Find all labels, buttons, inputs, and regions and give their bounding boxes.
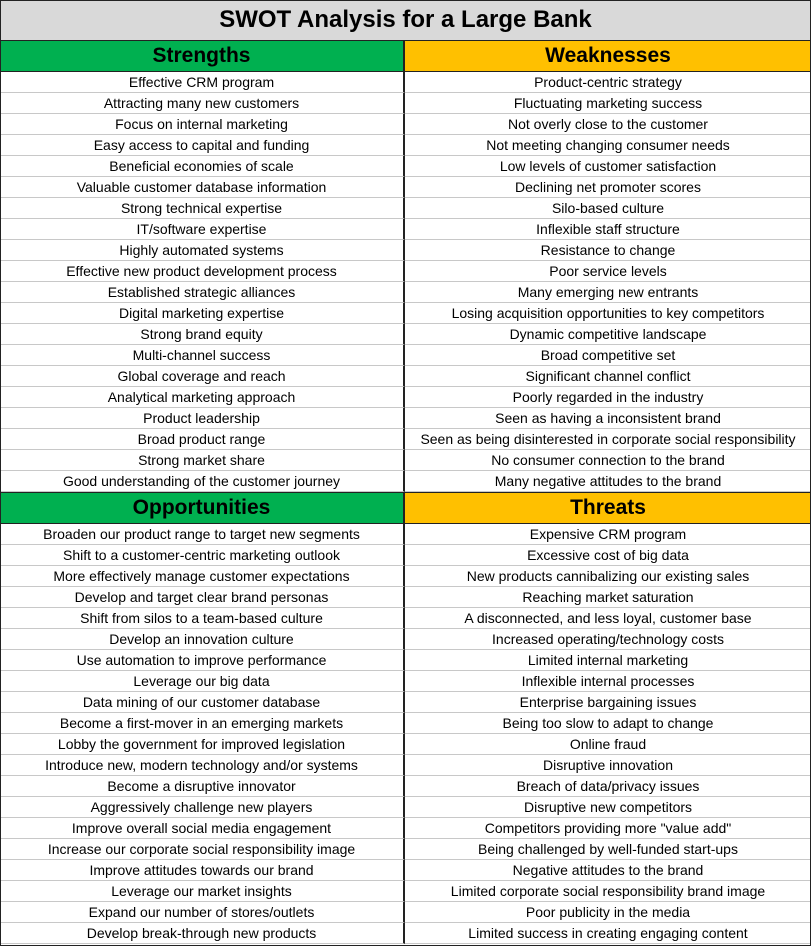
- weaknesses-item: Resistance to change: [405, 240, 811, 261]
- threats-item: Excessive cost of big data: [405, 545, 811, 566]
- table-row: [0, 650, 811, 671]
- opportunities-item: Aggressively challenge new players: [0, 797, 405, 818]
- opportunities-item: Introduce new, modern technology and/or systems: [0, 755, 405, 776]
- table-row: [0, 755, 811, 776]
- opportunities-item: Develop and target clear brand personas: [0, 587, 405, 608]
- table-row: [0, 198, 811, 219]
- weaknesses-item: Significant channel conflict: [405, 366, 811, 387]
- table-row: [0, 450, 811, 471]
- table-row: [0, 366, 811, 387]
- weaknesses-heading: Weaknesses: [405, 40, 811, 72]
- weaknesses-item: No consumer connection to the brand: [405, 450, 811, 471]
- table-row: [0, 776, 811, 797]
- table-row: [0, 524, 811, 545]
- strengths-item: Easy access to capital and funding: [0, 135, 405, 156]
- threats-item: Breach of data/privacy issues: [405, 776, 811, 797]
- table-row: [0, 471, 811, 492]
- table-row: [0, 429, 811, 450]
- threats-item: Limited corporate social responsibility brand image: [405, 881, 811, 902]
- threats-item: A disconnected, and less loyal, customer base: [405, 608, 811, 629]
- strengths-item: Beneficial economies of scale: [0, 156, 405, 177]
- page-title: SWOT Analysis for a Large Bank: [219, 6, 592, 33]
- table-row: [0, 408, 811, 429]
- strengths-item: Good understanding of the customer journey: [0, 471, 405, 492]
- weaknesses-item: Seen as having a inconsistent brand: [405, 408, 811, 429]
- strengths-item: IT/software expertise: [0, 219, 405, 240]
- table-row: [0, 713, 811, 734]
- opportunities-threats-list: [0, 524, 811, 944]
- strengths-item: Strong brand equity: [0, 324, 405, 345]
- threats-item: Reaching market saturation: [405, 587, 811, 608]
- opportunities-item: Improve attitudes towards our brand: [0, 860, 405, 881]
- weaknesses-item: Many emerging new entrants: [405, 282, 811, 303]
- weaknesses-item: Not overly close to the customer: [405, 114, 811, 135]
- table-row: [0, 219, 811, 240]
- table-row: [0, 261, 811, 282]
- strengths-item: Strong market share: [0, 450, 405, 471]
- opportunities-item: Develop break-through new products: [0, 923, 405, 944]
- threats-item: Being too slow to adapt to change: [405, 713, 811, 734]
- opportunities-item: Develop an innovation culture: [0, 629, 405, 650]
- table-row: [0, 156, 811, 177]
- table-row: [0, 545, 811, 566]
- threats-item: Limited success in creating engaging content: [405, 923, 811, 944]
- table-row: [0, 324, 811, 345]
- strengths-item: Effective CRM program: [0, 72, 405, 93]
- top-headers: [0, 40, 811, 72]
- title-bar: [0, 0, 811, 41]
- strengths-item: Analytical marketing approach: [0, 387, 405, 408]
- weaknesses-item: Not meeting changing consumer needs: [405, 135, 811, 156]
- table-row: [0, 902, 811, 923]
- strengths-item: Valuable customer database information: [0, 177, 405, 198]
- threats-item: Disruptive new competitors: [405, 797, 811, 818]
- weaknesses-item: Dynamic competitive landscape: [405, 324, 811, 345]
- strengths-item: Strong technical expertise: [0, 198, 405, 219]
- table-row: [0, 860, 811, 881]
- table-row: [0, 240, 811, 261]
- opportunities-item: Shift to a customer-centric marketing outlook: [0, 545, 405, 566]
- strengths-item: Broad product range: [0, 429, 405, 450]
- weaknesses-item: Silo-based culture: [405, 198, 811, 219]
- weaknesses-item: Inflexible staff structure: [405, 219, 811, 240]
- table-row: [0, 629, 811, 650]
- threats-item: Inflexible internal processes: [405, 671, 811, 692]
- weaknesses-item: Poorly regarded in the industry: [405, 387, 811, 408]
- table-row: [0, 692, 811, 713]
- table-row: [0, 839, 811, 860]
- table-row: [0, 72, 811, 93]
- table-row: [0, 797, 811, 818]
- strengths-item: Attracting many new customers: [0, 93, 405, 114]
- strengths-heading: Strengths: [0, 40, 405, 72]
- opportunities-item: Increase our corporate social responsibility image: [0, 839, 405, 860]
- threats-item: Limited internal marketing: [405, 650, 811, 671]
- threats-item: Increased operating/technology costs: [405, 629, 811, 650]
- opportunities-item: Expand our number of stores/outlets: [0, 902, 405, 923]
- strengths-item: Digital marketing expertise: [0, 303, 405, 324]
- opportunities-item: Use automation to improve performance: [0, 650, 405, 671]
- opportunities-item: Lobby the government for improved legislation: [0, 734, 405, 755]
- table-row: [0, 608, 811, 629]
- table-row: [0, 671, 811, 692]
- weaknesses-item: Fluctuating marketing success: [405, 93, 811, 114]
- bottom-headers: [0, 492, 811, 524]
- strengths-item: Product leadership: [0, 408, 405, 429]
- threats-item: Online fraud: [405, 734, 811, 755]
- weaknesses-item: Many negative attitudes to the brand: [405, 471, 811, 492]
- strengths-item: Highly automated systems: [0, 240, 405, 261]
- weaknesses-item: Losing acquisition opportunities to key competitors: [405, 303, 811, 324]
- table-row: [0, 282, 811, 303]
- opportunities-item: Leverage our market insights: [0, 881, 405, 902]
- table-row: [0, 734, 811, 755]
- threats-item: New products cannibalizing our existing sales: [405, 566, 811, 587]
- opportunities-item: More effectively manage customer expectations: [0, 566, 405, 587]
- table-row: [0, 587, 811, 608]
- threats-item: Expensive CRM program: [405, 524, 811, 545]
- threats-heading: Threats: [405, 492, 811, 524]
- table-row: [0, 303, 811, 324]
- strengths-item: Multi-channel success: [0, 345, 405, 366]
- table-row: [0, 923, 811, 944]
- weaknesses-item: Product-centric strategy: [405, 72, 811, 93]
- strengths-weaknesses-list: [0, 72, 811, 492]
- table-row: [0, 135, 811, 156]
- opportunities-item: Become a first-mover in an emerging markets: [0, 713, 405, 734]
- threats-item: Competitors providing more "value add": [405, 818, 811, 839]
- threats-item: Poor publicity in the media: [405, 902, 811, 923]
- strengths-item: Established strategic alliances: [0, 282, 405, 303]
- table-row: [0, 881, 811, 902]
- weaknesses-item: Declining net promoter scores: [405, 177, 811, 198]
- table-row: [0, 345, 811, 366]
- threats-item: Being challenged by well-funded start-ups: [405, 839, 811, 860]
- weaknesses-item: Seen as being disinterested in corporate social responsibility: [405, 429, 811, 450]
- opportunities-item: Leverage our big data: [0, 671, 405, 692]
- table-row: [0, 114, 811, 135]
- opportunities-item: Improve overall social media engagement: [0, 818, 405, 839]
- strengths-item: Effective new product development process: [0, 261, 405, 282]
- table-row: [0, 387, 811, 408]
- weaknesses-item: Broad competitive set: [405, 345, 811, 366]
- opportunities-heading: Opportunities: [0, 492, 405, 524]
- opportunities-item: Data mining of our customer database: [0, 692, 405, 713]
- threats-item: Disruptive innovation: [405, 755, 811, 776]
- table-row: [0, 818, 811, 839]
- threats-item: Enterprise bargaining issues: [405, 692, 811, 713]
- strengths-item: Global coverage and reach: [0, 366, 405, 387]
- weaknesses-item: Low levels of customer satisfaction: [405, 156, 811, 177]
- opportunities-item: Become a disruptive innovator: [0, 776, 405, 797]
- table-row: [0, 566, 811, 587]
- table-row: [0, 177, 811, 198]
- table-row: [0, 93, 811, 114]
- opportunities-item: Shift from silos to a team-based culture: [0, 608, 405, 629]
- strengths-item: Focus on internal marketing: [0, 114, 405, 135]
- threats-item: Negative attitudes to the brand: [405, 860, 811, 881]
- weaknesses-item: Poor service levels: [405, 261, 811, 282]
- opportunities-item: Broaden our product range to target new segments: [0, 524, 405, 545]
